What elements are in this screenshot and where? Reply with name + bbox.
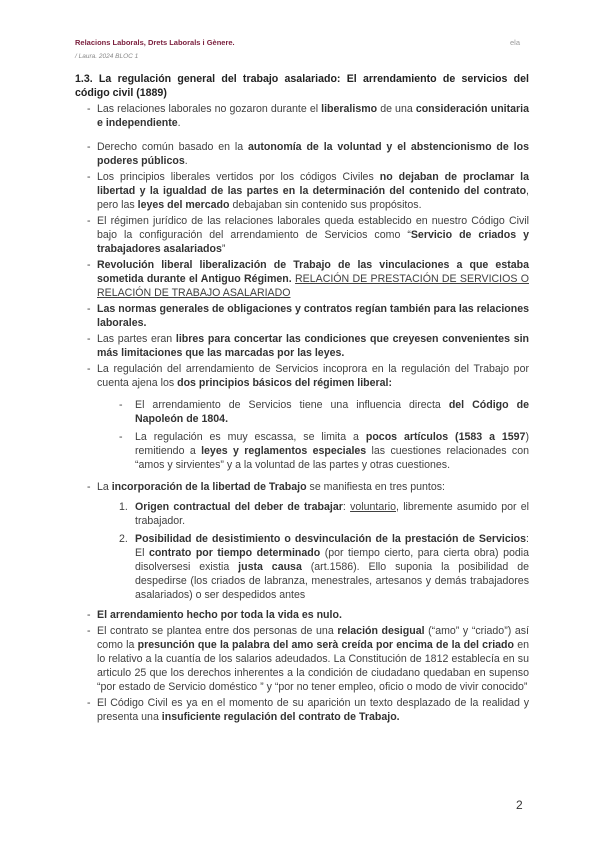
text: Derecho común basado en la: [97, 141, 249, 153]
text: : El: [135, 533, 529, 559]
underlined-text: voluntario: [350, 501, 397, 513]
text: :: [342, 501, 351, 513]
text: , libremente asumido por el trabajador.: [135, 501, 530, 527]
bold-text: leyes y reglamentos especiales: [201, 445, 367, 457]
sub-item: [75, 398, 529, 426]
bold-text: El arrendamiento hecho por toda la vida es nulo.: [97, 609, 342, 621]
sub-list: [75, 398, 529, 472]
bullet-item: [75, 302, 529, 330]
section-heading: 1.3. La regulación general del trabajo asalariado: El arrendamiento de servicios del código civil (1889): [75, 73, 529, 99]
item-number: 2.: [119, 533, 128, 545]
bold-text: autonomía de la voluntad y el abstencionismo de los poderes públicos: [97, 141, 529, 167]
text: (art.1586). Ello suponia la posibilidad de despedirse (los criados de labranza, menestrales, artesanos y demás trabajadores asalariados) o ser despedidos antes: [135, 561, 529, 601]
numbered-item: [75, 500, 529, 528]
text: Los principios liberales vertidos por los códigos Civiles: [97, 171, 380, 183]
item-number: 1.: [119, 501, 128, 513]
bold-text: dos principios básicos del régimen liberal:: [177, 377, 392, 389]
bullet-item: [75, 362, 529, 472]
sub-item: [75, 430, 529, 472]
text: (“amo” y “criado”) así como la: [97, 625, 529, 651]
text: debajaban sin contenido sus propósitos.: [229, 199, 422, 211]
bullet-item: [75, 608, 529, 622]
text: en lo relativo a la cuantía de los salarios adeudados. La Constitución de 1812 establecía en su articulo 25 que los derechos inherentes a la condición de ciudadano quedaban en supenso “por estado de Servicio doméstico ” y “por no tener empleo, oficio o modo de vivir conocido”: [97, 639, 529, 693]
text: El Código Civil es ya en el momento de su aparición un texto desplazado de la realidad y presenta una: [97, 697, 529, 723]
text: Las partes eran: [97, 333, 176, 345]
bullet-item: [75, 480, 529, 602]
text: las cuestiones relacionades con “amos y sirvientes” y a la voluntad de las partes y otras cuestiones.: [135, 445, 529, 471]
bullet-item: [75, 258, 529, 300]
document-body: [75, 72, 529, 726]
bold-text: contrato por tiempo determinado: [148, 547, 321, 559]
bullet-list: [75, 102, 529, 724]
text: El contrato se plantea entre dos personas de una: [97, 625, 338, 637]
bold-text: libres para concertar las condiciones que creyesen convenientes sin más limitaciones que las marcadas por las leyes.: [97, 333, 530, 359]
header-author: ela: [510, 38, 521, 47]
text: .: [184, 155, 188, 167]
header-title: Relacions Laborals, Drets Laborals i Gènere.: [75, 38, 235, 47]
text: .: [177, 117, 181, 129]
bold-text: no dejaban de proclamar la libertad y la igualdad de las partes en la determinación del contenido del contrato: [97, 171, 529, 197]
bold-text: presunción que la palabra del amo serà creída por encima de la del criado: [137, 639, 514, 651]
bold-text: Posibilidad de desistimiento o desvinculación de la prestación de Servicios: [135, 533, 527, 545]
bold-text: Origen contractual del deber de trabajar: [135, 501, 343, 513]
bullet-item: [75, 140, 529, 168]
bold-text: leyes del mercado: [137, 199, 230, 211]
text: de una: [377, 103, 416, 115]
bold-text: Revolución liberal liberalización de Trabajo de las vinculaciones a que estaba sometida durante el Antiguo Régimen.: [97, 259, 529, 285]
bold-text: liberalismo: [321, 103, 378, 115]
bullet-item: [75, 624, 529, 694]
text: (por tiempo cierto, para cierta obra) podia disolversesi existia: [135, 547, 529, 573]
bold-text: insuficiente regulación del contrato de Trabajo.: [161, 711, 400, 723]
bold-text: relación desigual: [337, 625, 425, 637]
bullet-item: [75, 102, 529, 130]
header-subtitle: / Laura. 2024 BLOC 1: [75, 53, 139, 60]
bold-text: incorporación de la libertad de Trabajo: [111, 481, 307, 493]
bullet-item: [75, 696, 529, 724]
bold-text: Servicio de criados y trabajadores asalariados: [97, 229, 529, 255]
bullet-item: [75, 332, 529, 360]
bold-text: Las normas generales de obligaciones y contratos regían también para las relaciones laborales.: [97, 303, 529, 329]
text: El arrendamiento de Servicios tiene una influencia directa: [135, 399, 449, 411]
underlined-text: RELACIÓN DE PRESTACIÓN DE SERVICIOS O RELACIÓN DE TRABAJO ASALARIADO: [97, 273, 529, 299]
text: ”: [221, 243, 226, 255]
text: La regulación es muy escassa, se limita a: [135, 431, 366, 443]
bold-text: consideración unitaria e independiente: [97, 103, 529, 129]
text: La regulación del arrendamiento de Servicios incoprora en la regulación del Trabajo por cuenta ajena los: [97, 363, 529, 389]
numbered-item: [75, 532, 529, 602]
text: Las relaciones laborales no gozaron durante el: [97, 103, 322, 115]
numbered-list: [75, 500, 529, 602]
bold-text: del Código de Napoleón de 1804.: [135, 399, 529, 425]
text: se manifiesta en tres puntos:: [306, 481, 445, 493]
bold-text: justa causa: [238, 561, 302, 573]
text: El régimen jurídico de las relaciones laborales queda establecido en nuestro Código Civil bajo la configuración del arrendamiento de Servicios como “: [97, 215, 529, 241]
text: , pero las: [97, 185, 529, 211]
bullet-item: [75, 214, 529, 256]
bullet-item: [75, 170, 529, 212]
page-number: 2: [516, 798, 523, 812]
bold-text: pocos artículos (1583 a 1597: [365, 431, 526, 443]
text: ) remitiendo a: [135, 431, 529, 457]
text: La: [97, 481, 112, 493]
